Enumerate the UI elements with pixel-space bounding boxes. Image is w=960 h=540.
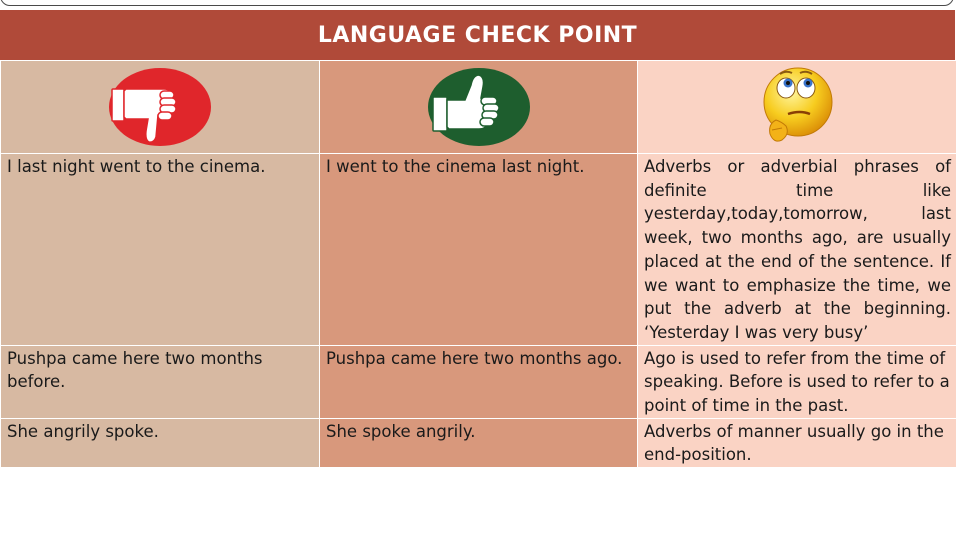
thumbs-down-icon [108,67,212,147]
wrong-sentence: I last night went to the cinema. [1,154,320,346]
icon-cell-wrong [1,61,320,154]
table-row [1,418,957,467]
top-frame [0,0,954,6]
right-sentence: She spoke angrily. [320,418,638,467]
table-row [1,154,957,346]
check-point-table [0,60,957,468]
explanation-text: Adverbs of manner usually go in the end-position. [638,418,957,467]
icon-cell-explanation [638,61,957,154]
thumbs-up-icon [427,67,531,147]
wrong-sentence: She angrily spoke. [1,418,320,467]
table-row [1,345,957,418]
page-title: LANGUAGE CHECK POINT [0,10,955,60]
right-sentence: Pushpa came here two months ago. [320,345,638,418]
wrong-sentence: Pushpa came here two months before. [1,345,320,418]
icon-cell-right [320,61,638,154]
thinking-face-icon [752,64,842,150]
right-sentence: I went to the cinema last night. [320,154,638,346]
icon-row [1,61,957,154]
explanation-text: Ago is used to refer from the time of speaking. Before is used to refer to a point of time in the past. [638,345,957,418]
explanation-text: Adverbs or adverbial phrases of definite time like yesterday,today,tomorrow, last week, two months ago, are usually placed at the end of the sentence. If we want to emphasize the time, we put the adverb at the beginning. ‘Yesterday I was very busy’ [638,154,957,346]
